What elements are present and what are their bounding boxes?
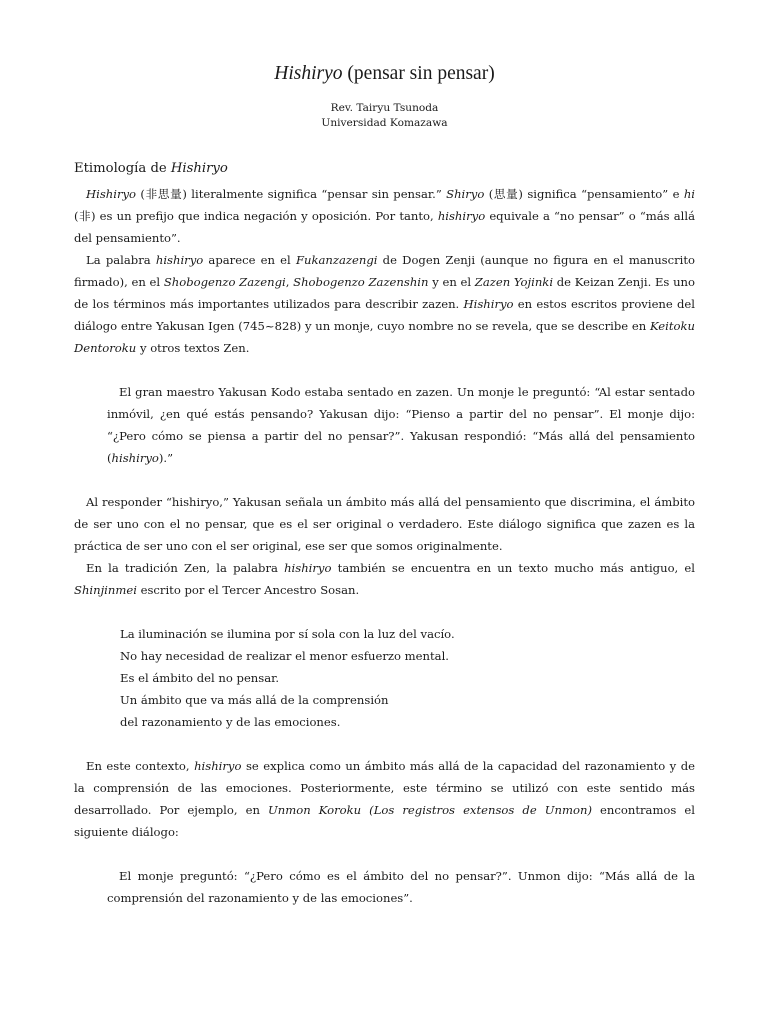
italic-term: hishiryo [194,759,242,773]
verse-line: La iluminación se ilumina por sí sola con la luz del vacío. [120,627,455,641]
heading-italic: Hishiryo [170,161,228,176]
text-run: aparece en el [203,253,296,267]
quote-unmon-dialogue [74,865,695,909]
spacer [74,359,695,381]
italic-term: Shinjinmei [74,583,137,597]
text-run: (思量) significa “pensamiento” e [484,187,684,201]
italic-term: Zazen Yojinki [474,275,554,289]
italic-term: Shiryo [446,187,485,201]
text-run: escrito por el Tercer Ancestro Sosan. [136,583,360,597]
italic-term: Keitoku Dentoroku [74,319,695,355]
text-run: y en el [428,275,475,289]
text-run: El monje preguntó: “¿Pero cómo es el ámbito del no pensar?”. Unmon dijo: “Más allá de la comprensión del razonamiento y de las emociones”. [107,869,695,905]
spacer [74,843,695,865]
italic-term: hishiryo [111,451,159,465]
spacer [74,601,695,623]
italic-term: hi [683,187,695,201]
text-run: de Dogen Zenji (aunque no figura en el manuscrito firmado), en el [74,253,695,289]
title-rest: (pensar sin pensar) [342,63,495,84]
verse-line: Es el ámbito del no pensar. [120,671,280,685]
text-run: La palabra [86,253,156,267]
italic-term: Shobogenzo Zazengi [163,275,286,289]
italic-term: Shobogenzo Zazenshin [293,275,429,289]
byline [74,101,695,131]
paragraph-sources [74,249,695,359]
italic-term: Fukanzazengi [295,253,378,267]
text-run: El gran maestro Yakusan Kodo estaba sentado en zazen. Un monje le preguntó: “Al estar sentado inmóvil, ¿en qué estás pensando? Yakusan dijo: “Pienso a partir del no pensar”. El monje dijo: “¿Pero cómo se piensa a partir del no pensar?”. Yakusan respondió: “Más allá del pensamiento ( [107,385,695,465]
italic-term: Hishiryo [463,297,514,311]
italic-term: hishiryo [437,209,486,223]
spacer [74,469,695,491]
verse-shinjinmei [74,623,695,733]
verse-line: del razonamiento y de las emociones. [120,715,341,729]
text-run: En la tradición Zen, la palabra [86,561,285,575]
text-run: equivale a “no pensar” o “más allá del pensamiento”. [74,209,695,245]
text-run: , [285,275,294,289]
title-italic: Hishiryo [274,63,343,84]
paragraph-interpretation [74,491,695,557]
paragraph-context [74,755,695,843]
quote-yakusan-dialogue [74,381,695,469]
paragraph-shinjinmei [74,557,695,601]
text-run: (非) es un prefijo que indica negación y oposición. Por tanto, [74,209,438,223]
text-run: también se encuentra en un texto mucho más antiguo, el [331,561,695,575]
text-run: ).” [158,451,174,465]
heading-plain: Etimología de [74,161,171,176]
author-affiliation: Universidad Komazawa [321,117,448,129]
text-run: de Keizan Zenji. Es uno de los términos más importantes utilizados para describir zazen. [74,275,696,311]
text-run: En este contexto, [86,759,195,773]
document-title [74,62,695,86]
author-name: Rev. Tairyu Tsunoda [330,102,439,114]
verse-line: Un ámbito que va más allá de la comprensión [120,693,389,707]
text-run: (非思量) literalmente significa “pensar sin pensar.” [136,187,447,201]
section-heading [74,159,695,179]
text-run: en estos escritos proviene del diálogo entre Yakusan Igen (745~828) y un monje, cuyo nombre no se revela, que se describe en [74,297,695,333]
verse-line: No hay necesidad de realizar el menor esfuerzo mental. [120,649,449,663]
text-run: y otros textos Zen. [136,341,250,355]
italic-term: hishiryo [284,561,332,575]
text-run: Al responder “hishiryo,” Yakusan señala un ámbito más allá del pensamiento que discrimina, el ámbito de ser uno con el no pensar, que es el ser original o verdadero. Este diálogo significa que zazen es la práctica de ser uno con el ser original, ese ser que somos originalmente. [74,495,695,553]
spacer [74,733,695,755]
italic-term: Hishiryo [86,187,137,201]
text-run: se explica como un ámbito más allá de la capacidad del razonamiento y de la comprensión de las emociones. Posteriormente, este término se utilizó con este sentido más desarrollado. Por ejemplo, en [74,759,695,817]
italic-term: Unmon Koroku (Los registros extensos de Unmon) [268,803,592,817]
paragraph-etymology [74,183,695,249]
text-run: encontramos el siguiente diálogo: [74,803,696,839]
italic-term: hishiryo [155,253,204,267]
